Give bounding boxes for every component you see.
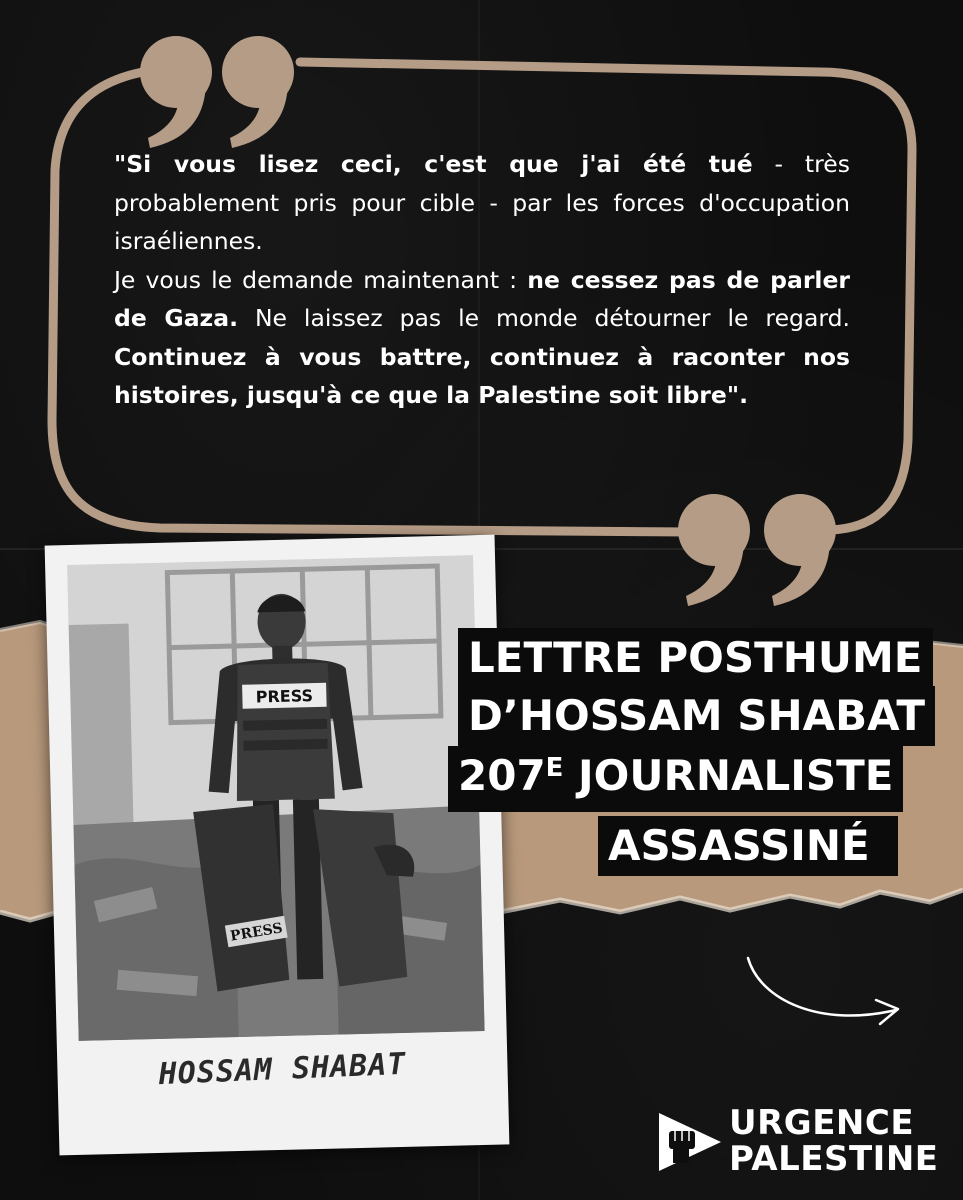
held-vest-press-label: PRESS bbox=[229, 920, 284, 945]
quote-intro: Je vous le demande maintenant : bbox=[114, 265, 528, 294]
logo-wordmark bbox=[729, 1105, 939, 1177]
opening-quote-icon bbox=[140, 36, 294, 148]
quote-bold-closing: Continuez à vous battre, continuez à raconter nos histoires, jusqu'à ce que la Palestine soit libre". bbox=[114, 342, 850, 409]
quote-opening-rest: - très probablement pris pour cible - par les forces d'occupation israéliennes. bbox=[114, 150, 850, 255]
headline-line-3-text: JOURNALISTE bbox=[563, 751, 894, 800]
journalist-photo-illustration bbox=[67, 555, 485, 1041]
quote-paragraph-2 bbox=[114, 261, 850, 415]
journalist-photo bbox=[67, 555, 485, 1041]
photo-caption-name: HOSSAM SHABAT bbox=[157, 1046, 408, 1093]
quote-bold-opening: "Si vous lisez ceci, c'est que j'ai été tué bbox=[114, 150, 753, 178]
quote-bold-gaza: ne cessez pas de parler de Gaza. bbox=[114, 265, 850, 332]
vest-press-label: PRESS bbox=[255, 686, 314, 707]
headline-line-4 bbox=[598, 816, 898, 876]
quote-middle: Ne laissez pas le monde détourner le regard. bbox=[238, 304, 850, 332]
quote-paragraph-1 bbox=[114, 145, 850, 261]
logo-line-2: PALESTINE bbox=[729, 1139, 939, 1179]
headline-number: 207 bbox=[458, 751, 546, 800]
logo-line-1: URGENCE bbox=[729, 1103, 915, 1143]
headline-line-1-text: LETTRE POSTHUME bbox=[468, 633, 923, 682]
raised-fist-icon bbox=[655, 1107, 725, 1177]
quote-text bbox=[114, 145, 850, 415]
headline-line-4-text: ASSASSINÉ bbox=[608, 821, 870, 870]
headline-line-2-text: D’HOSSAM SHABAT bbox=[468, 691, 926, 740]
headline-line-1 bbox=[458, 628, 933, 688]
urgence-palestine-logo bbox=[655, 1103, 940, 1181]
closing-quote-icon bbox=[678, 494, 836, 606]
headline-line-2 bbox=[458, 686, 935, 746]
headline-ordinal-suffix: E bbox=[545, 753, 564, 783]
polaroid-photo-card bbox=[45, 535, 510, 1156]
headline-line-3 bbox=[448, 746, 903, 812]
